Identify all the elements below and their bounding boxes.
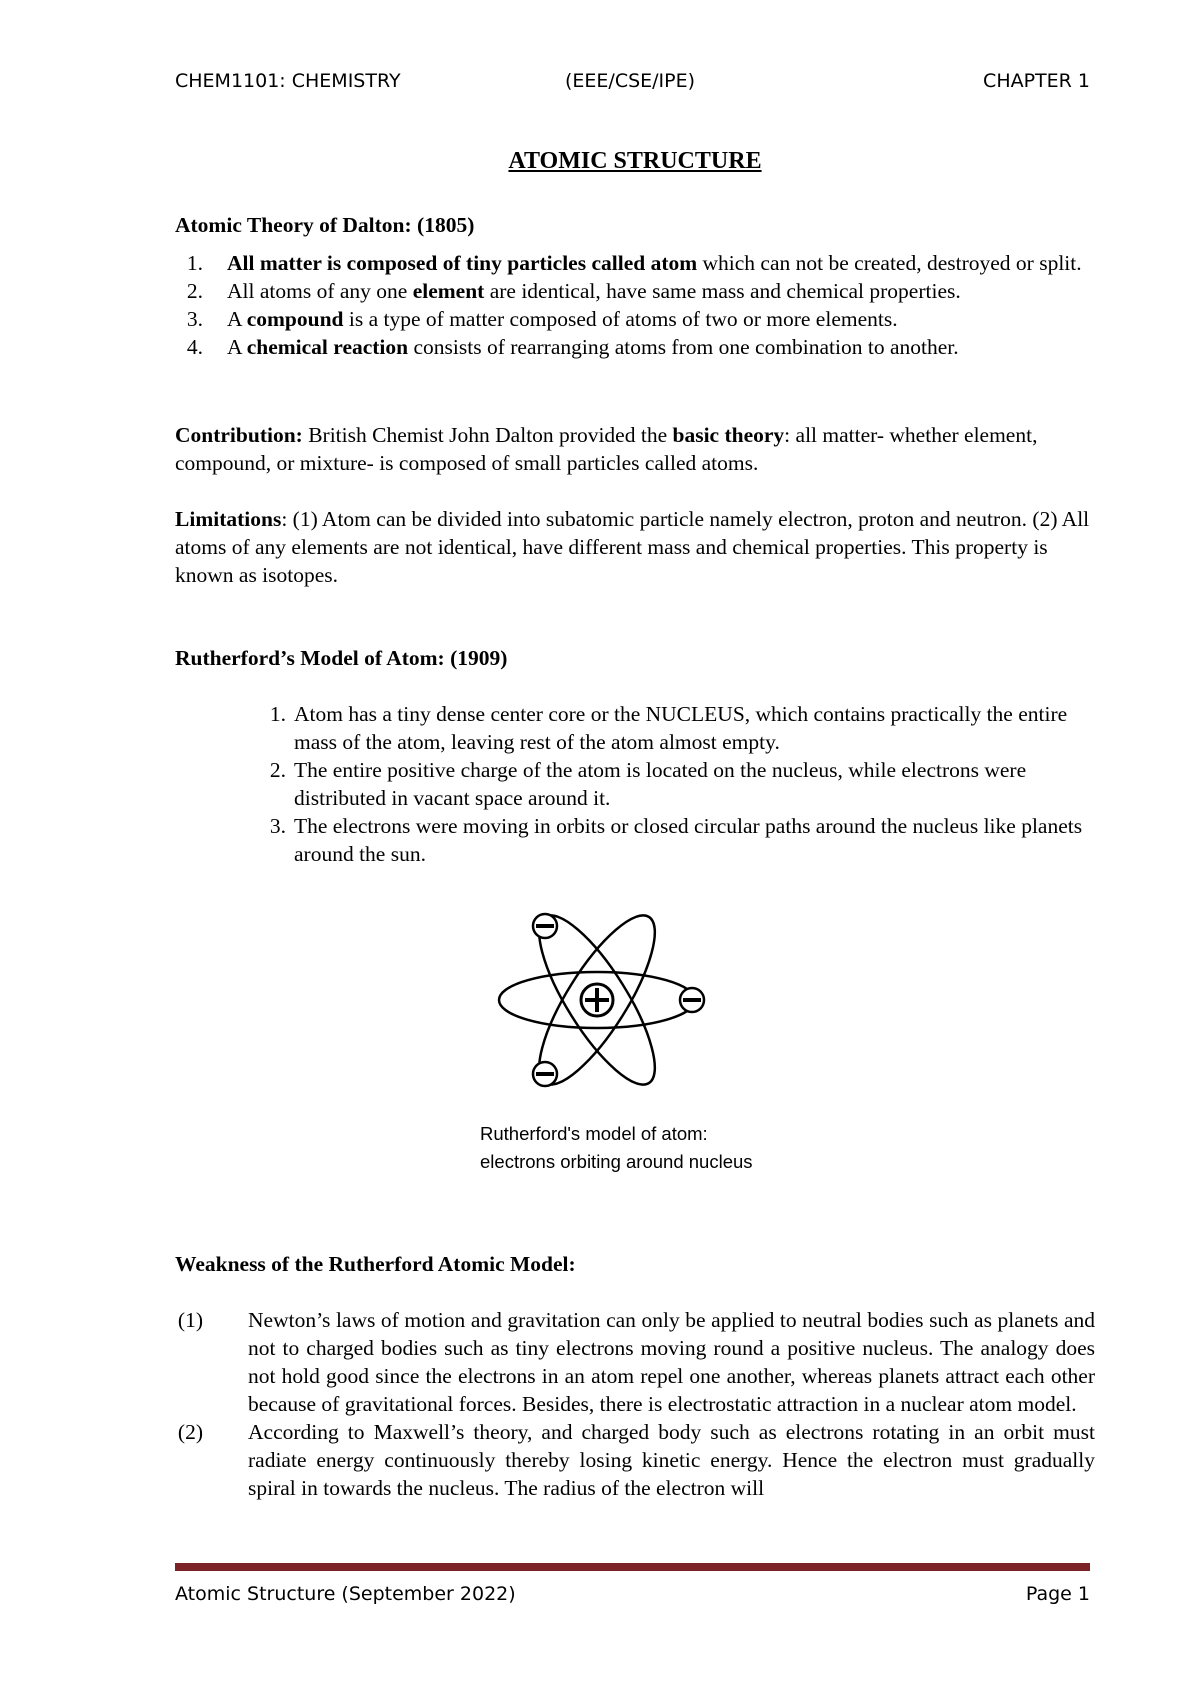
list-item: 4. A chemical reaction consists of rearranging atoms from one combination to another. (186, 335, 959, 359)
dalton-heading: Atomic Theory of Dalton: (1805) (175, 213, 475, 237)
rutherford-list (258, 700, 1093, 868)
weakness-heading: Weakness of the Rutherford Atomic Model: (175, 1252, 576, 1276)
nucleus (581, 984, 613, 1016)
limitations-label: Limitations (175, 507, 282, 531)
rutherford-section (258, 700, 1093, 868)
rutherford-atom-illustration (495, 900, 725, 1100)
electron-bottom-left (533, 1062, 557, 1086)
list-item: (2) According to Maxwell’s theory, and charged body such as electrons rotating in an orbit must radiate energy continuously thereby losing kinetic energy. Hence the electron must gradually spiral in towards the nucleus. The radius of the electron will (177, 1420, 1095, 1500)
header-course: CHEM1101: CHEMISTRY (175, 70, 401, 92)
contribution-label: Contribution: (175, 423, 303, 447)
list-item: (1) Newton’s laws of motion and gravitation can only be applied to neutral bodies such as planets and not to charged bodies such as tiny electrons moving round a positive nucleus. The analogy does not hold good since the electrons in an atom repel one another, whereas planets attract each other because of gravitational forces. Besides, there is electrostatic attraction in a nuclear atom model. (177, 1308, 1095, 1416)
limitations-paragraph: Limitations: (1) Atom can be divided into subatomic particle namely electron, proton and neutron. (2) All atoms of any elements are not identical, have different mass and chemical properties. This property is known as isotopes. (175, 507, 1090, 587)
electron-right (680, 988, 704, 1012)
header-chapter: CHAPTER 1 (983, 70, 1090, 92)
list-item: 1. All matter is composed of tiny particles called atom which can not be created, destroyed or split. (186, 251, 1082, 275)
list-item: 3. The electrons were moving in orbits or closed circular paths around the nucleus like planets around the sun. (269, 814, 1083, 866)
header-departments: (EEE/CSE/IPE) (565, 70, 696, 92)
list-item: 2. The entire positive charge of the atom is located on the nucleus, while electrons were distributed in vacant space around it. (269, 758, 1027, 810)
footer-divider (175, 1563, 1090, 1571)
figure-caption (480, 1120, 753, 1176)
contribution-paragraph: Contribution: British Chemist John Dalton provided the basic theory: all matter- whether element, compound, or mixture- is composed of small particles called atoms. (175, 423, 1038, 475)
list-item: 2. All atoms of any one element are identical, have same mass and chemical properties. (186, 279, 961, 303)
page-title: ATOMIC STRUCTURE (508, 148, 762, 174)
weakness-section (175, 1306, 1095, 1502)
list-item: 3. A compound is a type of matter composed of atoms of two or more elements. (186, 307, 898, 331)
rutherford-heading: Rutherford’s Model of Atom: (1909) (175, 646, 508, 670)
dalton-section (175, 211, 1095, 361)
atom-diagram (495, 900, 725, 1105)
list-item: 1. Atom has a tiny dense center core or the NUCLEUS, which contains practically the entire mass of the atom, leaving rest of the atom almost empty. (269, 702, 1068, 754)
dalton-list (175, 249, 1095, 361)
weakness-list (175, 1306, 1095, 1502)
caption-line-1: Rutherford's model of atom: (480, 1123, 708, 1144)
footer-title: Atomic Structure (September 2022) (175, 1583, 516, 1605)
page-number: Page 1 (1025, 1583, 1090, 1605)
caption-line-2: electrons orbiting around nucleus (480, 1151, 753, 1172)
electron-top-left (533, 914, 557, 938)
